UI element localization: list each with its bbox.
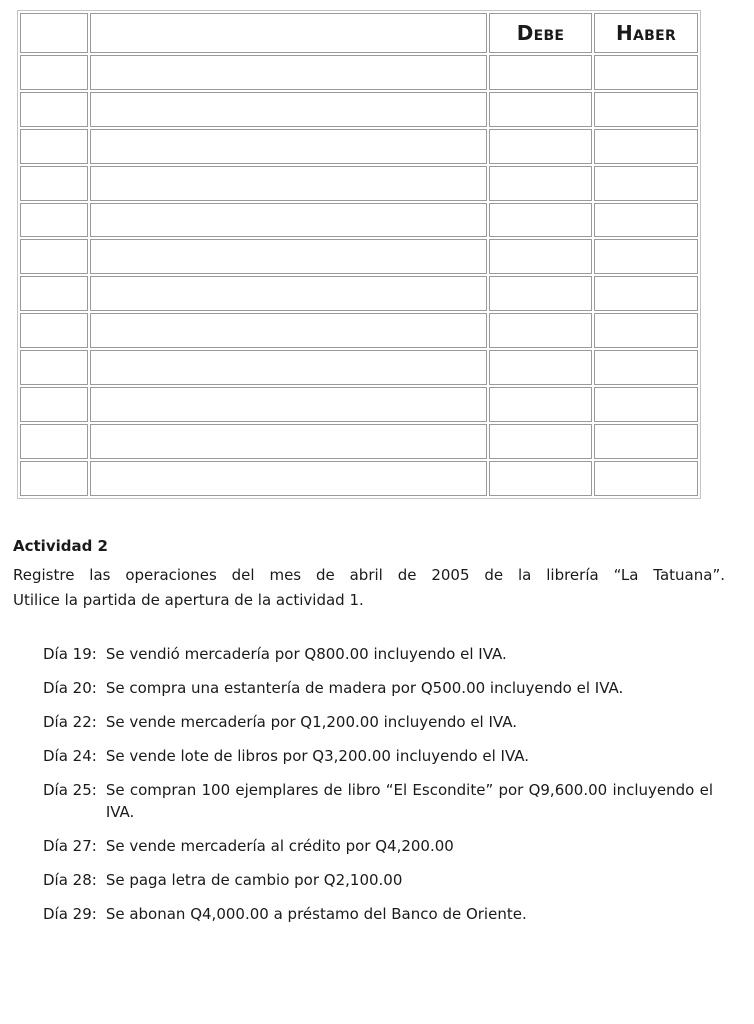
ledger-row (20, 129, 698, 164)
operation-text: Se vende lote de libros por Q3,200.00 incluyendo el IVA. (105, 747, 530, 765)
operation-item (43, 835, 713, 857)
ledger-cell-date (20, 276, 88, 311)
ledger-cell-haber (594, 313, 698, 348)
ledger-cell-description (90, 350, 487, 385)
ledger-cell-debe (489, 313, 592, 348)
ledger-cell-description (90, 276, 487, 311)
operation-day: Día 22: (43, 713, 97, 731)
ledger-cell-debe (489, 239, 592, 274)
ledger-row (20, 203, 698, 238)
operation-text: Se compran 100 ejemplares de libro “El Escondite” por Q9,600.00 incluyendo el IVA. (105, 781, 713, 821)
activity-intro-line-1: Registre las operaciones del mes de abril de 2005 de la librería “La Tatuana”. (13, 566, 725, 584)
operation-text: Se paga letra de cambio por Q2,100.00 (105, 871, 403, 889)
ledger-cell-description (90, 129, 487, 164)
ledger-cell-haber (594, 350, 698, 385)
operation-item (43, 677, 713, 699)
ledger-cell-haber (594, 203, 698, 238)
operation-text: Se abonan Q4,000.00 a préstamo del Banco de Oriente. (105, 905, 527, 923)
ledger-row (20, 313, 698, 348)
ledger-cell-description (90, 313, 487, 348)
operation-day: Día 20: (43, 679, 97, 697)
ledger-cell-date (20, 461, 88, 496)
ledger-cell-date (20, 55, 88, 90)
ledger-row (20, 239, 698, 274)
operation-day: Día 29: (43, 905, 97, 923)
ledger-cell-haber (594, 424, 698, 459)
ledger-cell-haber (594, 92, 698, 127)
operation-day: Día 27: (43, 837, 97, 855)
operation-day: Día 24: (43, 747, 97, 765)
operation-item (43, 903, 713, 925)
ledger-cell-date (20, 313, 88, 348)
operation-text: Se vende mercadería por Q1,200.00 incluyendo el IVA. (105, 713, 517, 731)
ledger-cell-debe (489, 350, 592, 385)
ledger-cell-date (20, 424, 88, 459)
operation-item (43, 643, 713, 665)
ledger-cell-description (90, 424, 487, 459)
ledger-cell-debe (489, 387, 592, 422)
operations-list (43, 643, 713, 937)
ledger-cell-debe (489, 92, 592, 127)
ledger-cell-debe (489, 129, 592, 164)
ledger-cell-date (20, 166, 88, 201)
operation-day: Día 28: (43, 871, 97, 889)
ledger-row (20, 55, 698, 90)
ledger-cell-description (90, 203, 487, 238)
ledger-cell-haber (594, 387, 698, 422)
ledger-row (20, 276, 698, 311)
operation-text: Se vendió mercadería por Q800.00 incluyendo el IVA. (105, 645, 507, 663)
operation-text: Se vende mercadería al crédito por Q4,200.00 (105, 837, 454, 855)
operation-day: Día 25: (43, 781, 97, 799)
operation-item (43, 869, 713, 891)
ledger-cell-debe (489, 203, 592, 238)
ledger-table (17, 10, 701, 499)
ledger-row (20, 387, 698, 422)
activity-intro (13, 563, 725, 613)
ledger-cell-debe (489, 461, 592, 496)
ledger-header-date (20, 13, 88, 53)
ledger-cell-haber (594, 129, 698, 164)
ledger-header-debe: Debe (489, 13, 592, 53)
ledger-header-haber: Haber (594, 13, 698, 53)
ledger-cell-debe (489, 55, 592, 90)
ledger-row (20, 92, 698, 127)
ledger-cell-haber (594, 276, 698, 311)
ledger-header-description (90, 13, 487, 53)
ledger-cell-date (20, 129, 88, 164)
ledger-row (20, 424, 698, 459)
operation-text: Se compra una estantería de madera por Q500.00 incluyendo el IVA. (105, 679, 624, 697)
ledger-cell-description (90, 166, 487, 201)
ledger-cell-description (90, 55, 487, 90)
ledger-cell-description (90, 461, 487, 496)
ledger-cell-description (90, 239, 487, 274)
ledger-cell-date (20, 92, 88, 127)
ledger-body (20, 55, 698, 496)
activity-title: Actividad 2 (13, 537, 108, 555)
operation-day: Día 19: (43, 645, 97, 663)
activity-intro-line-2: Utilice la partida de apertura de la actividad 1. (13, 591, 364, 609)
ledger-cell-description (90, 92, 487, 127)
ledger-cell-debe (489, 166, 592, 201)
ledger-cell-debe (489, 424, 592, 459)
ledger-cell-haber (594, 239, 698, 274)
ledger-cell-date (20, 387, 88, 422)
ledger-cell-date (20, 203, 88, 238)
ledger-cell-date (20, 239, 88, 274)
ledger-cell-debe (489, 276, 592, 311)
ledger-row (20, 350, 698, 385)
ledger-cell-haber (594, 461, 698, 496)
ledger-row (20, 461, 698, 496)
operation-item (43, 779, 713, 823)
ledger-cell-description (90, 387, 487, 422)
ledger-header-row (20, 13, 698, 53)
operation-item (43, 745, 713, 767)
operation-item (43, 711, 713, 733)
ledger-cell-date (20, 350, 88, 385)
ledger-cell-haber (594, 55, 698, 90)
ledger-row (20, 166, 698, 201)
ledger-cell-haber (594, 166, 698, 201)
